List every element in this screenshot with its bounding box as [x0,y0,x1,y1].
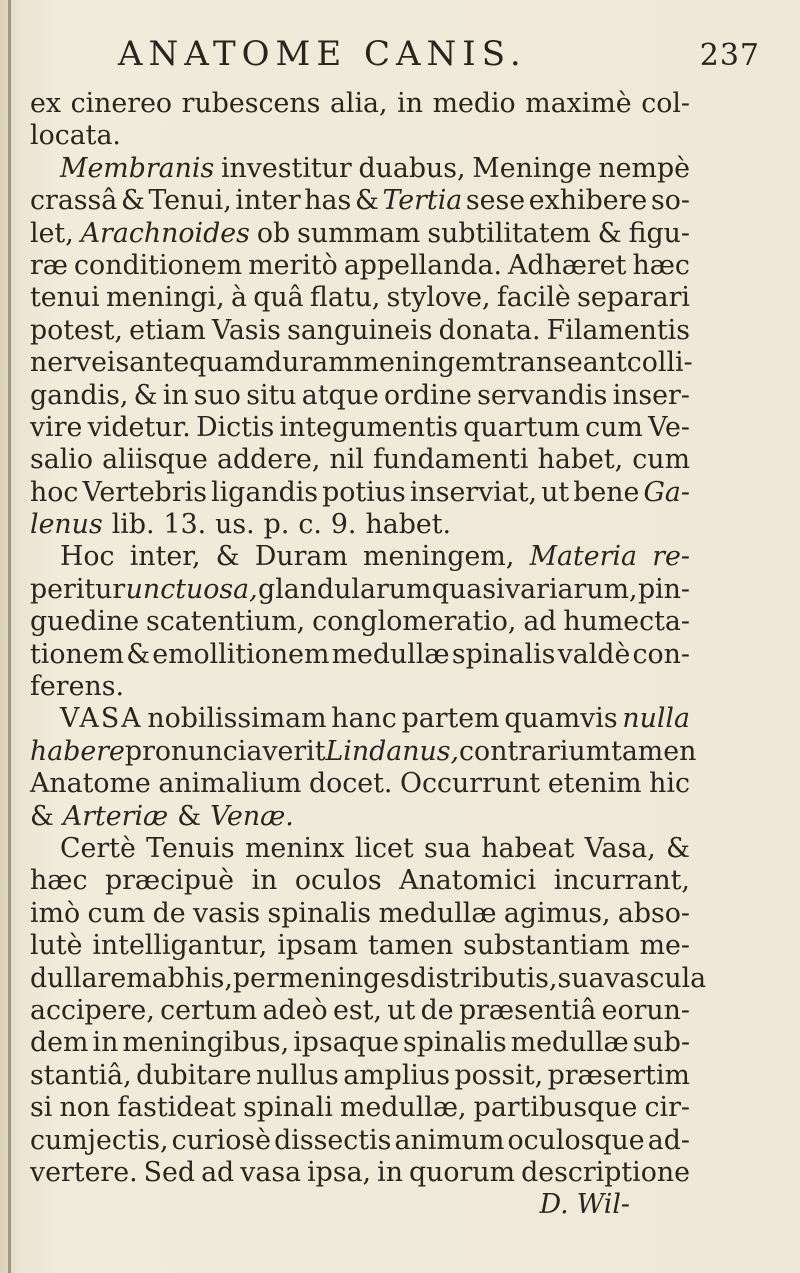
word: pin- [637,573,690,605]
text-line [30,153,690,185]
word: dem [30,1027,89,1059]
word: in [92,1027,119,1059]
word: Tenuis [146,832,235,864]
text-line [30,930,690,962]
text-line [30,412,690,444]
word: vasis [192,897,261,929]
word: Venæ. [210,800,294,832]
word: potius [322,476,406,508]
word: ipsaque [293,1027,399,1059]
word: præsertim [547,1059,690,1091]
word: inter, [129,541,201,573]
text-line [30,477,690,509]
text-line [30,541,690,573]
word: VASA [60,703,143,735]
word: potest, [30,314,123,346]
text-line [30,639,690,671]
text-line [30,865,690,897]
text-line [30,250,690,282]
word: gandis, [30,379,129,411]
word: partibusque [473,1092,638,1124]
body-text [30,88,707,1222]
word: curiosè [171,1124,271,1156]
word: Duram [254,541,348,573]
word: inter [235,185,301,217]
word: tamen [367,930,454,962]
word: habet, [537,444,624,476]
word: agimus, [503,897,611,929]
word: Occurrunt [400,768,541,800]
word: habet. [365,509,451,541]
word: transeant [496,347,627,379]
word: & [120,185,145,217]
word: ob [256,217,291,249]
word: Wil- [576,1189,630,1221]
word: let, [30,217,74,249]
word: Hoc [60,541,115,573]
page-binding-edge [8,0,11,1273]
word: lutè [30,930,83,962]
word: fastideat [117,1092,236,1124]
word: spinalis [403,1027,507,1059]
word: habeat [481,832,575,864]
word: cumjectis, [30,1124,169,1156]
word: his, [184,962,233,994]
word: ad [201,1156,235,1188]
word: c. [298,509,322,541]
word: medullæ [331,638,450,670]
word: has [304,185,352,217]
word: ab [151,962,185,994]
word: unctuosa, [125,573,258,605]
word: substantiam [463,930,630,962]
text-line [30,88,690,120]
text-line [30,1092,690,1124]
word: possit, [454,1059,544,1091]
word: hæc [30,865,88,897]
word: 13. [163,509,207,541]
word: humecta- [563,606,690,638]
text-line [30,898,690,930]
word: locata. [30,120,121,152]
word: so- [650,185,690,217]
word: licet [354,832,414,864]
word: in [377,1156,403,1188]
page-number: 237 [699,38,760,73]
word: ferens. [30,671,124,703]
word: accipere, [30,994,155,1026]
word: & [177,800,202,832]
word: Vertebris [82,476,207,508]
word: meninges [278,962,410,994]
word: lenus [30,509,103,541]
running-head: ANATOME CANIS. [118,34,527,74]
word: medio [432,88,516,119]
word: ligandis [211,476,319,508]
word: antequam [129,347,265,379]
word: medullæ [510,1027,629,1059]
text-line [30,380,690,412]
word: partem [401,703,500,735]
word: imò [30,897,81,929]
word: sese [465,185,526,217]
text-line [30,768,690,800]
word: amplius [343,1059,450,1091]
word: & [126,638,151,670]
word: vasa [240,1156,302,1188]
text-line [30,315,690,347]
text-line [30,574,690,606]
word: & [30,800,54,832]
word: cir- [644,1092,690,1124]
word: meningem, [363,541,515,573]
word: quâ [253,282,304,314]
word: col- [641,88,690,119]
word: conditionem [74,249,243,281]
word: de [152,897,186,929]
word: quorum [409,1156,516,1188]
word: contrarium [459,735,612,767]
word: 9. [330,509,357,541]
word: atque [301,379,379,411]
word: cum [585,411,643,443]
word: Adhæret [508,249,627,281]
word: Arteriæ [62,800,169,832]
word: Ve- [648,411,690,443]
word: per [232,962,279,994]
word: in [251,865,278,897]
text-line [30,1157,690,1189]
word: eorun- [601,994,690,1026]
word: addere, [217,444,321,476]
word: valdè [557,638,631,670]
word: meningibus, [122,1027,290,1059]
word: Lindanus, [325,735,460,767]
word: sanguineis [287,314,433,346]
word: vertere. [30,1156,138,1188]
word: spinalis [267,897,372,929]
word: spinali [243,1092,333,1124]
word: hic [649,768,690,800]
word: & [215,541,240,573]
word: us. [215,509,255,541]
text-line [30,606,690,638]
word: nerveis [30,347,130,379]
text-line [30,1060,690,1092]
text-line [30,509,690,541]
word: de [420,994,454,1026]
word: Certè [60,832,136,864]
word: Anatomici [399,865,537,897]
word: tamen [611,735,697,767]
word: Ga- [643,476,690,508]
word: Tenui, [148,185,232,217]
word: inserviat, [409,476,538,508]
word: hoc [30,476,79,508]
word: integumentis [279,411,458,443]
word: D. [539,1189,569,1221]
word: adeò [262,994,328,1026]
word: in [397,88,423,119]
word: cum [87,897,146,929]
word: colli- [626,347,693,379]
word: nempè [598,152,690,184]
word: rubescens [181,88,321,119]
text-line [30,120,690,152]
text-line [30,995,690,1027]
word: oculos [294,865,382,897]
word: meningem [353,347,497,379]
word: Vasis [211,314,281,346]
word: ex [30,88,61,119]
text-line [30,218,690,250]
text-line [30,1125,690,1157]
word: sua [423,832,471,864]
word: scatentium, [146,606,306,638]
text-line [30,962,707,995]
word: ipsa, [307,1156,372,1188]
word: Anatome [30,768,151,800]
word: dullarem [30,962,152,994]
word: facilè [496,282,571,314]
word: Membranis [60,152,215,184]
word: vire [30,411,83,443]
word: Meninge [472,152,592,184]
word: etenim [547,768,642,800]
word: sub- [632,1027,690,1059]
word: meninx [245,832,345,864]
word: Filamentis [546,314,690,346]
word: Dictis [196,411,275,443]
text-line [30,1027,690,1059]
word: videtur. [87,411,191,443]
text-line [30,444,690,476]
word: summam [297,217,421,249]
word: meritò [248,249,338,281]
word: inser- [612,379,690,411]
page-header [30,34,760,84]
word: investitur [220,152,352,184]
word: stylove, [386,282,491,314]
word: meningi, [106,282,225,314]
word: quamvis [504,703,618,735]
word: exhibere [528,185,648,217]
word: variarum, [505,573,638,605]
word: est, [333,994,382,1026]
catchword [30,1189,690,1221]
word: aliisque [102,444,208,476]
word: quasi [431,573,505,605]
word: crassâ [30,185,118,217]
text-line [30,703,690,735]
word: dissectis [274,1124,392,1156]
word: & [133,379,158,411]
word: duram [264,347,354,379]
word: medullæ, [340,1092,467,1124]
word: ipsam [277,930,359,962]
word: hanc [331,703,397,735]
word: Sed [143,1156,196,1188]
word: guedine [30,606,140,638]
word: con- [632,638,690,670]
word: ad [523,606,557,638]
word: animum [394,1124,505,1156]
word: & [597,217,622,249]
word: in [162,379,189,411]
word: si [30,1092,53,1124]
word: distributis, [409,962,558,994]
text-line [30,801,690,833]
text-line [30,735,697,768]
word: ut [387,994,416,1026]
word: ad- [647,1124,690,1156]
word: Materia [529,541,637,573]
word: præsentiâ [458,994,597,1026]
word: incurrant, [553,865,690,897]
word: glandularum [258,573,432,605]
word: Tertia [382,185,463,217]
word: situ [246,379,297,411]
word: vascula [604,962,707,994]
word: servandis [477,379,608,411]
word: p. [263,509,290,541]
word: habere [30,735,125,767]
word: dubitare [136,1059,252,1091]
word: flatu, [309,282,381,314]
word: lib. [111,509,155,541]
word: cum [632,444,690,476]
word: hæc [632,249,690,281]
word: me- [639,930,690,962]
word: ræ [30,249,68,281]
word: & [666,832,690,864]
word: cinereo [70,88,173,119]
word: duabus, [358,152,466,184]
word: Arachnoides [80,217,250,249]
word: præcipuè [104,865,234,897]
word: quartum [463,411,580,443]
word: appellanda. [343,249,502,281]
word: peritur [30,573,126,605]
word: stantiâ, [30,1059,132,1091]
word: re- [652,541,690,573]
word: maximè [525,88,632,119]
word: sua [557,962,605,994]
word: bene [573,476,640,508]
word: nulla [622,703,690,735]
word: conglomeratio, [312,606,517,638]
word: nobilissimam [147,703,327,735]
text-line [30,347,693,379]
word: animalium [158,768,302,800]
word: nullus [256,1059,339,1091]
word: medullæ [378,897,497,929]
word: tenui [30,282,100,314]
word: spinalis [451,638,556,670]
text-line [30,671,690,703]
word: Vasa, [584,832,656,864]
text-line [30,282,690,314]
word: non [59,1092,111,1124]
word: & [354,185,379,217]
word: separari [577,282,690,314]
word: donata. [438,314,541,346]
word: ordine [384,379,472,411]
word: oculosque [507,1124,645,1156]
word: pronunciaverit [124,735,326,767]
word: tionem [30,638,124,670]
text-line [30,833,690,865]
word: à [230,282,247,314]
word: emollitionem [152,638,330,670]
word: certum [160,994,258,1026]
word: ut [541,476,570,508]
word: descriptione [521,1156,690,1188]
word: etiam [129,314,206,346]
word: salio [30,444,94,476]
word: alia, [329,88,388,119]
word: subtilitatem [427,217,591,249]
word: nil [329,444,364,476]
word: intelligantur, [92,930,268,962]
word: fundamenti [373,444,529,476]
word: abso- [617,897,690,929]
word: figu- [628,217,690,249]
word: suo [193,379,241,411]
word: docet. [308,768,393,800]
text-line [30,185,690,217]
